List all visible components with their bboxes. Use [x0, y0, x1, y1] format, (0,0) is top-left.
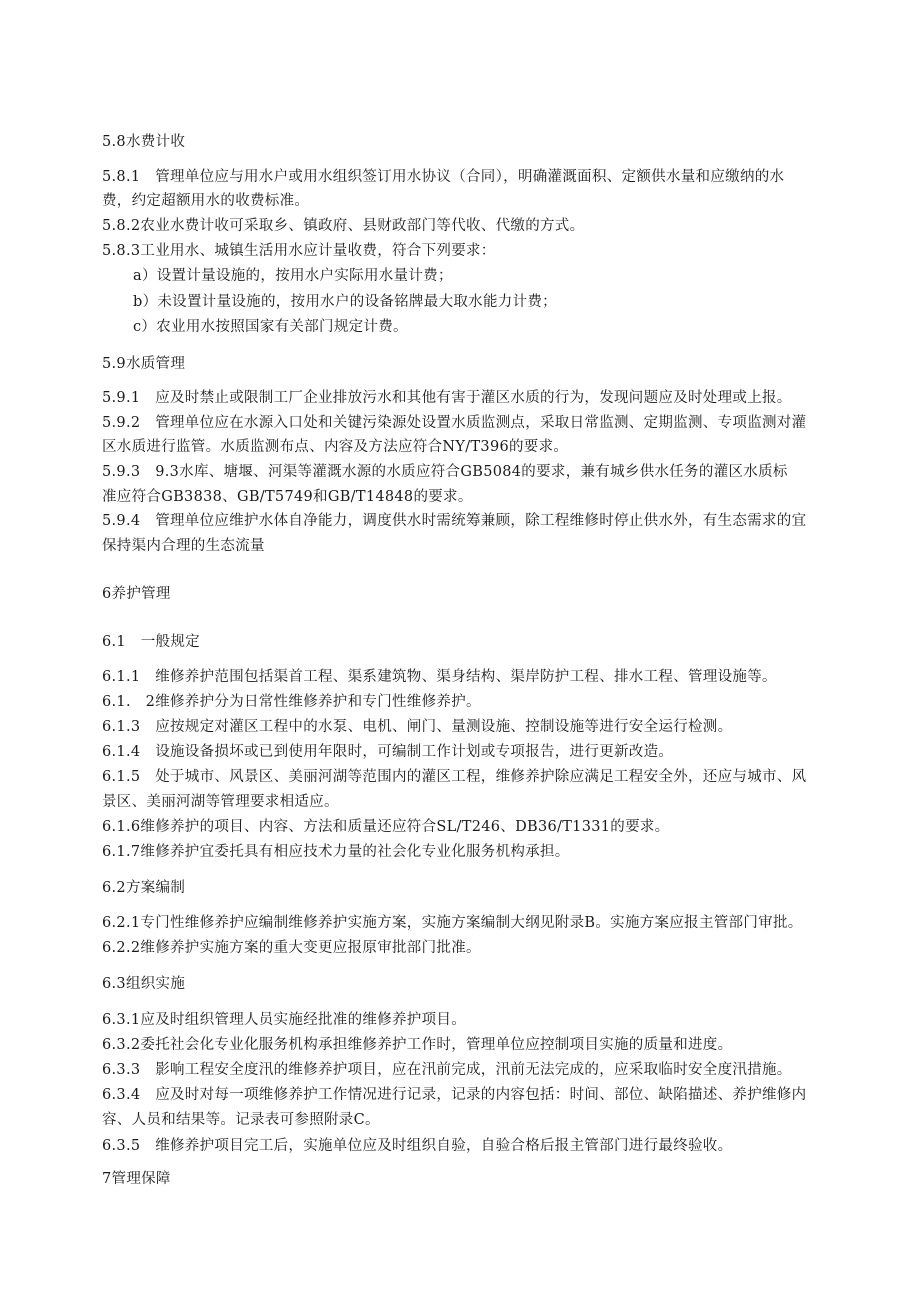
clause-6-3-5: 6.3.5 维修养护项目完工后，实施单位应及时组织自验，自验合格后报主管部门进行最终验收。 — [102, 1138, 733, 1154]
clause-6-3-3: 6.3.3 影响工程安全度汛的维修养护项目，应在汛前完成，汛前无法完成的，应采取临时安全度汛措施。 — [102, 1062, 792, 1078]
clause-6-1-3: 6.1.3 应按规定对灌区工程中的水泵、电机、闸门、量测设施、控制设施等进行安全运行检测。 — [102, 719, 733, 735]
heading-5-8: 5.8水费计收 — [102, 134, 186, 150]
heading-6-2: 6.2方案编制 — [102, 880, 186, 896]
clause-5-8-1: 5.8.1 管理单位应与用水户或用水组织签订用水协议（合同），明确灌溉面积、定额供水量和应缴纳的水 — [102, 169, 785, 185]
list-item-c: c）农业用水按照国家有关部门规定计费。 — [133, 319, 408, 335]
clause-5-9-4-cont: 保持渠内合理的生态流量 — [102, 538, 265, 554]
clause-6-3-2: 6.3.2委托社会化专业化服务机构承担维修养护工作时，管理单位应控制项目实施的质量和进度。 — [102, 1037, 733, 1053]
clause-5-8-3: 5.8.3工业用水、城镇生活用水应计量收费，符合下列要求： — [102, 243, 496, 259]
clause-6-3-4: 6.3.4 应及时对每一项维修养护工作情况进行记录，记录的内容包括：时间、部位、缺陷描述、养护维修内 — [102, 1087, 807, 1103]
list-item-a: a）设置计量设施的，按用水户实际用水量计费； — [133, 268, 453, 284]
clause-5-9-3: 5.9.3 9.3水库、塘堰、河渠等灌溉水源的水质应符合GB5084的要求，兼有城乡供水任务的灌区水质标 — [102, 464, 788, 480]
clause-5-9-2-cont: 区水质进行监管。水质监测布点、内容及方法应符合NY/T396的要求。 — [102, 439, 569, 455]
clause-6-1-6: 6.1.6维修养护的项目、内容、方法和质量还应符合SL/T246、DB36/T1331的要求。 — [102, 819, 670, 835]
clause-6-1-7: 6.1.7维修养护宜委托具有相应技术力量的社会化专业化服务机构承担。 — [102, 844, 570, 860]
clause-6-3-1: 6.3.1应及时组织管理人员实施经批准的维修养护项目。 — [102, 1012, 466, 1028]
heading-7: 7管理保障 — [102, 1171, 171, 1187]
clause-5-9-1: 5.9.1 应及时禁止或限制工厂企业排放污水和其他有害于灌区水质的行为，发现问题应及时处理或上报。 — [102, 390, 792, 406]
clause-6-1-5: 6.1.5 处于城市、风景区、美丽河湖等范围内的灌区工程，维修养护除应满足工程安全外，还应与城市、风 — [102, 769, 807, 785]
clause-6-1-2: 6.1. 2维修养护分为日常性维修养护和专门性维修养护。 — [102, 694, 481, 710]
clause-6-1-4: 6.1.4 设施设备损坏或已到使用年限时，可编制工作计划或专项报告，进行更新改造。 — [102, 744, 674, 760]
clause-6-3-4-cont: 容、人员和结果等。记录表可参照附录C。 — [102, 1112, 380, 1128]
heading-6-1: 6.1 一般规定 — [102, 634, 200, 650]
clause-5-9-3-cont: 准应符合GB3838、GB/T5749和GB/T14848的要求。 — [102, 489, 473, 505]
clause-6-2-1: 6.2.1专门性维修养护应编制维修养护实施方案，实施方案编制大纲见附录B。实施方案应报主管部门审批。 — [102, 915, 803, 931]
heading-6-3: 6.3组织实施 — [102, 976, 186, 992]
clause-5-9-2: 5.9.2 管理单位应在水源入口处和关键污染源处设置水质监测点，采取日常监测、定期监测、专项监测对灌 — [102, 415, 807, 431]
clause-5-9-4: 5.9.4 管理单位应维护水体自净能力，调度供水时需统筹兼顾，除工程维修时停止供水外，有生态需求的宜 — [102, 513, 807, 529]
clause-5-8-1-cont: 费，约定超额用水的收费标准。 — [102, 193, 310, 209]
heading-5-9: 5.9水质管理 — [102, 356, 186, 372]
clause-5-8-2: 5.8.2农业水费计收可采取乡、镇政府、县财政部门等代收、代缴的方式。 — [102, 218, 585, 234]
clause-6-2-2: 6.2.2维修养护实施方案的重大变更应报原审批部门批准。 — [102, 940, 481, 956]
list-item-b: b）未设置计量设施的，按用水户的设备铭牌最大取水能力计费； — [133, 294, 557, 310]
heading-6: 6养护管理 — [102, 586, 171, 602]
clause-6-1-1: 6.1.1 维修养护范围包括渠首工程、渠系建筑物、渠身结构、渠岸防护工程、排水工程、管理设施等。 — [102, 669, 777, 685]
clause-6-1-5-cont: 景区、美丽河湖等管理要求相适应。 — [102, 794, 339, 810]
